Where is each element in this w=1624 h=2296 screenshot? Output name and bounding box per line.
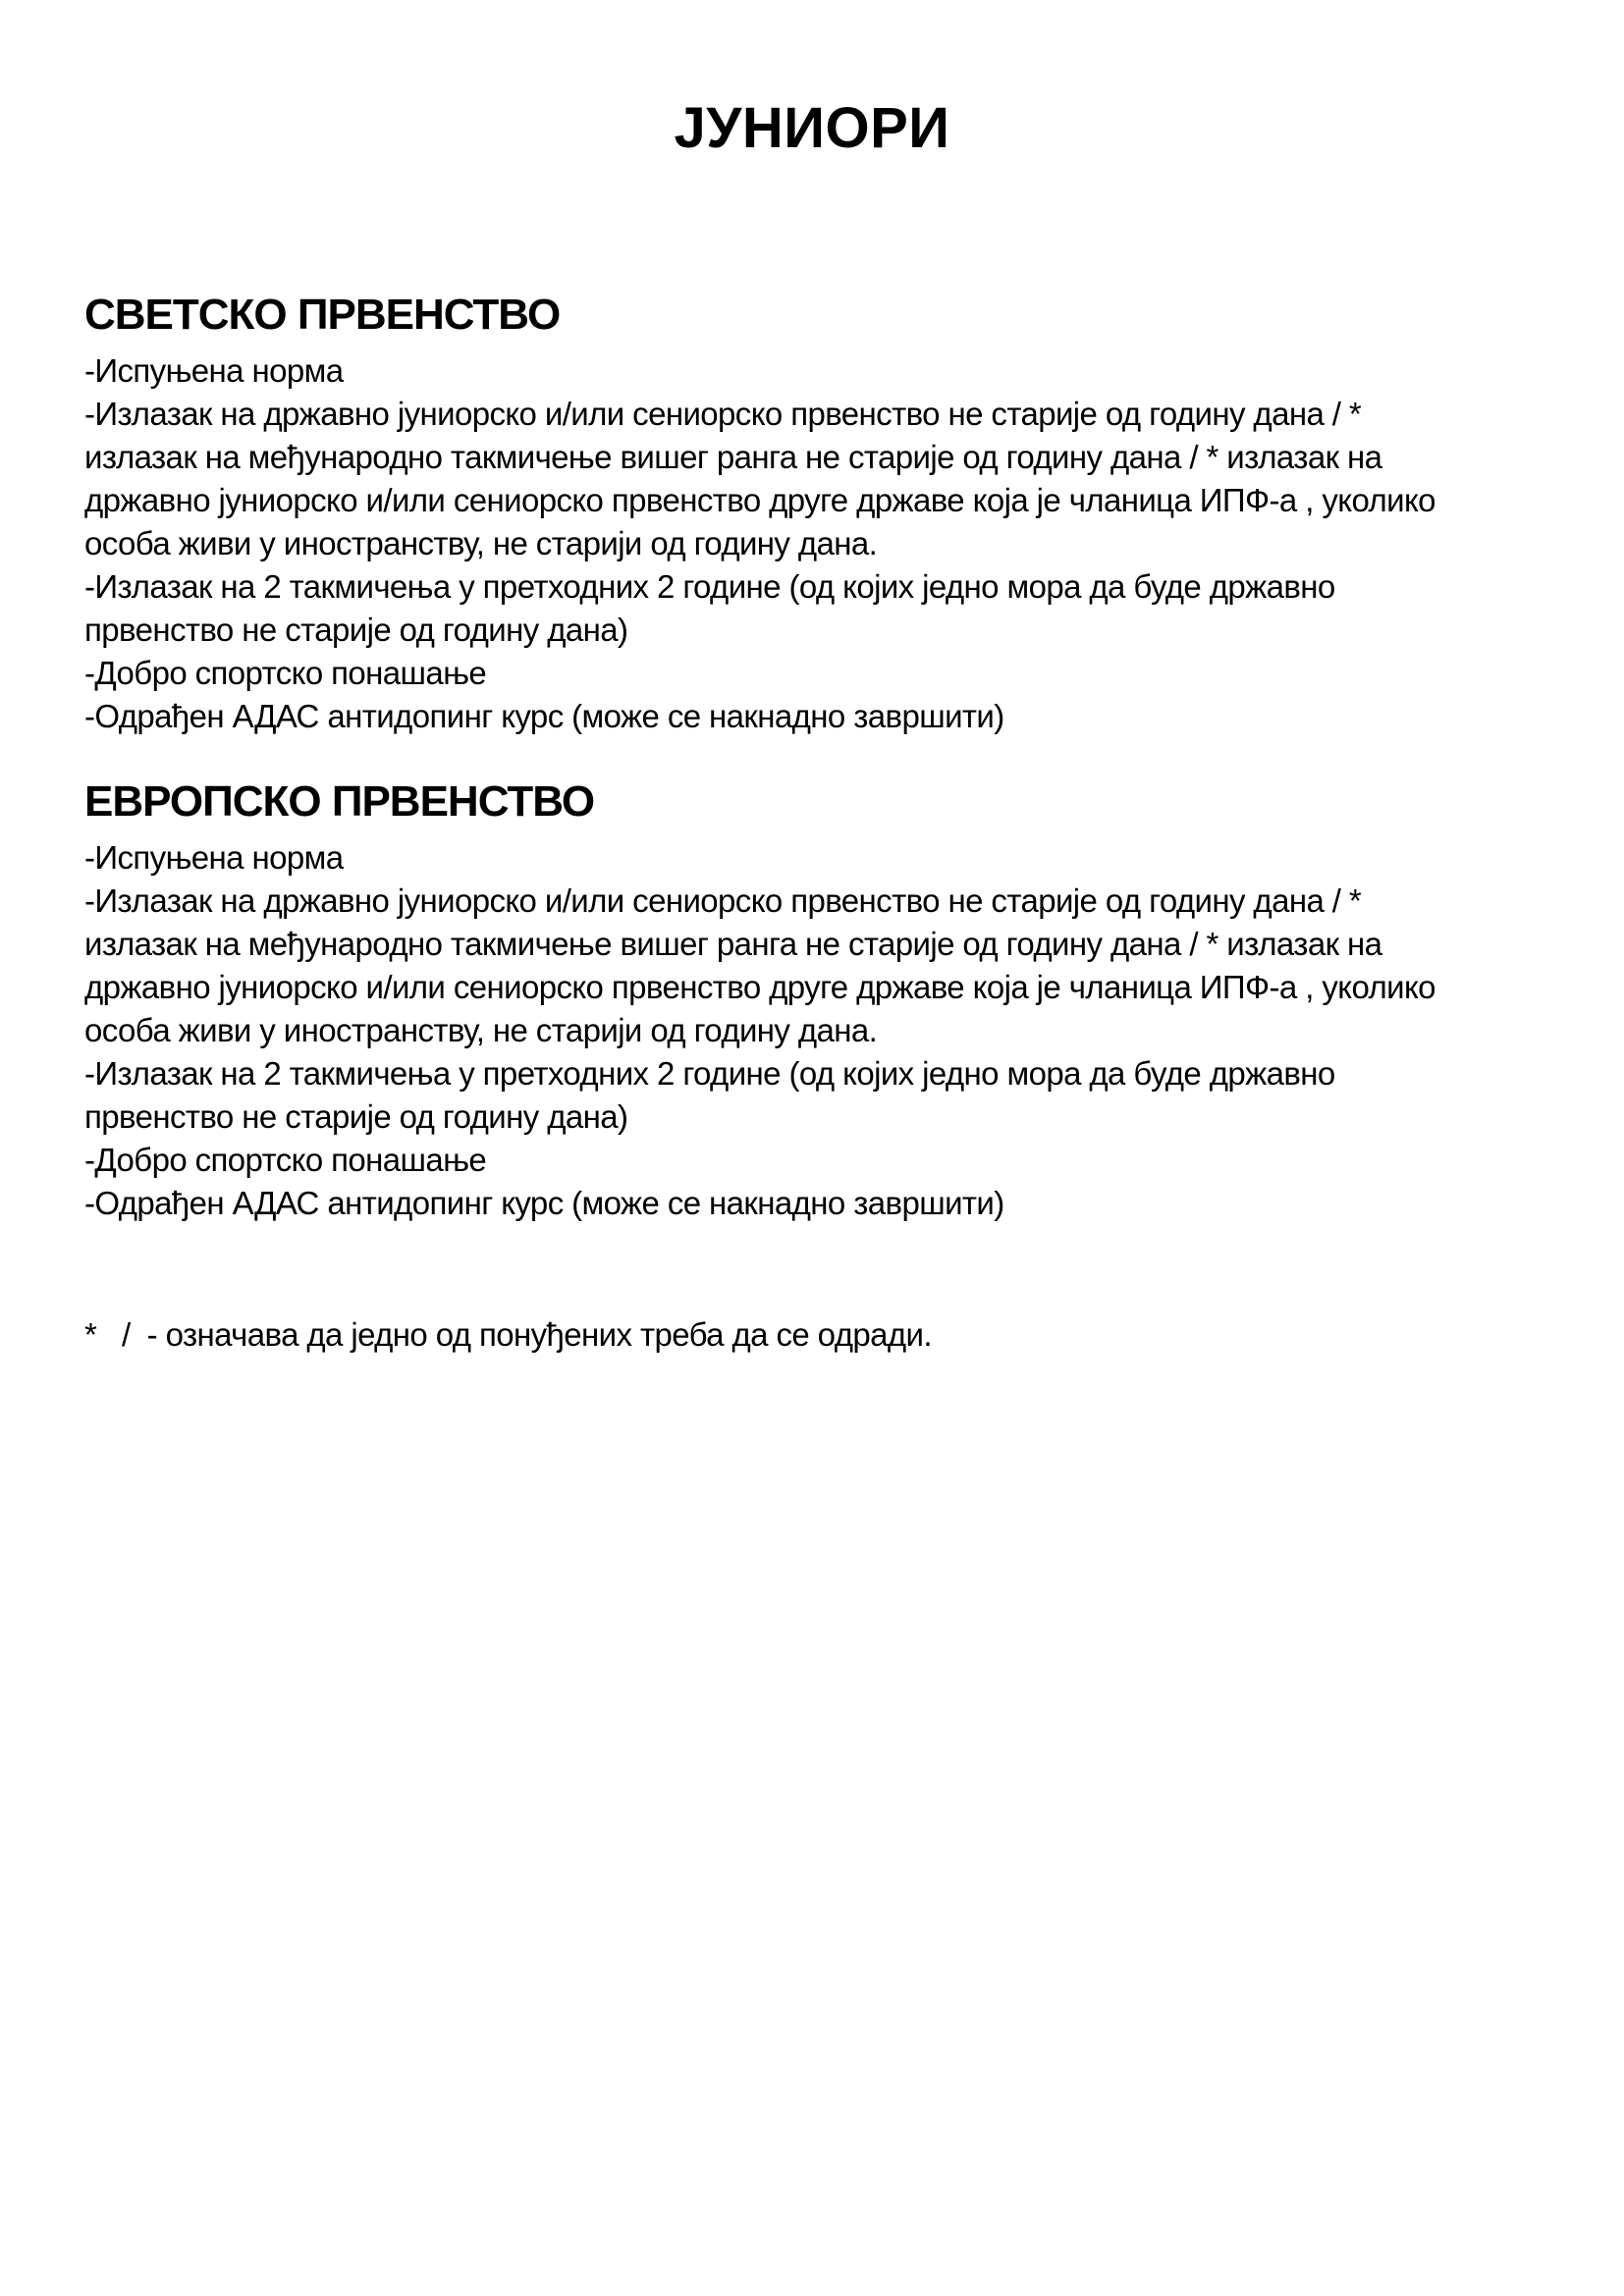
section-world-championship (84, 291, 1575, 738)
requirement-line: државно јуниорско и/или сениорско првенство друге државе која је чланица ИПФ-а , уколико (84, 482, 1435, 518)
page-title: ЈУНИОРИ (674, 96, 950, 160)
requirement-line: -Добро спортско понашање (84, 655, 487, 691)
requirement-line: првенство не старије од годину дана) (84, 612, 628, 648)
requirement-line: -Излазак на државно јуниорско и/или сениорско првенство не старије од годину дана / * (84, 396, 1362, 432)
requirement-line: излазак на међународно такмичење вишег ранга не старије од годину дана / * излазак на (84, 439, 1382, 475)
requirements-list-world (84, 349, 1575, 738)
requirement-line: -Добро спортско понашање (84, 1142, 487, 1178)
requirement-line: државно јуниорско и/или сениорско првенство друге државе која је чланица ИПФ-а , уколико (84, 969, 1435, 1005)
requirement-line: -Испуњена норма (84, 352, 344, 389)
document-content (84, 0, 1575, 1357)
requirement-line: особа живи у иностранству, не старији од годину дана. (84, 525, 878, 561)
requirement-line: излазак на међународно такмичење вишег ранга не старије од годину дана / * излазак на (84, 926, 1382, 962)
requirements-list-european (84, 836, 1575, 1225)
requirement-line: -Излазак на 2 такмичења у претходних 2 године (од којих једно мора да буде државно (84, 1055, 1335, 1092)
requirement-line: особа живи у иностранству, не старији од годину дана. (84, 1012, 878, 1048)
section-heading-world: СВЕТСКО ПРВЕНСТВО (84, 291, 561, 339)
requirement-line: -Одрађен АДАС антидопинг курс (може се накнадно завршити) (84, 1185, 1004, 1221)
section-heading-european: ЕВРОПСКО ПРВЕНСТВО (84, 777, 595, 826)
footnote: * / - означава да једно од понуђених треба да се одради. (84, 1316, 932, 1353)
section-european-championship (84, 777, 1575, 1225)
requirement-line: -Одрађен АДАС антидопинг курс (може се накнадно завршити) (84, 698, 1004, 734)
requirement-line: -Излазак на 2 такмичења у претходних 2 године (од којих једно мора да буде државно (84, 568, 1335, 605)
requirement-line: првенство не старије од годину дана) (84, 1098, 628, 1135)
requirement-line: -Испуњена норма (84, 839, 344, 876)
requirement-line: -Излазак на државно јуниорско и/или сениорско првенство не старије од годину дана / * (84, 882, 1362, 919)
